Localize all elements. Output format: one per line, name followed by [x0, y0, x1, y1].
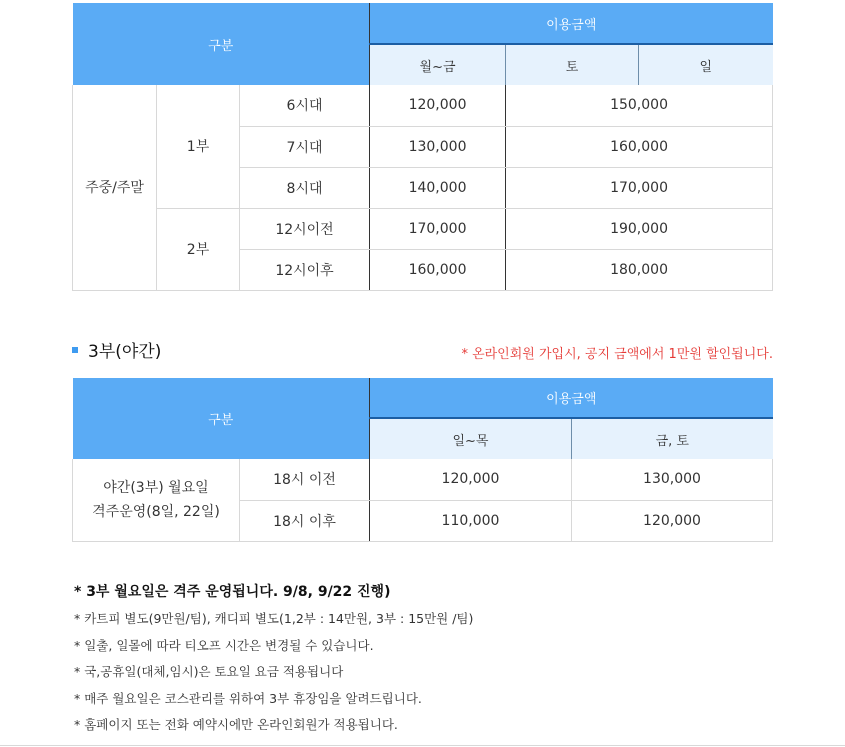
note-item: * 일출, 일몰에 따라 티오프 시간은 변경될 수 있습니다. [74, 637, 374, 653]
price-weekday: 160,000 [370, 249, 506, 290]
night-group-label-line2: 격주운영(8일, 22일) [92, 503, 220, 520]
price-weekday: 140,000 [370, 167, 506, 208]
price-weekend: 160,000 [506, 126, 773, 167]
price-weekend: 190,000 [506, 208, 773, 249]
section-title [72, 337, 161, 362]
note-item: * 매주 월요일은 코스관리를 위하여 3부 휴장임을 알려드립니다. [74, 690, 422, 706]
price-weekend: 150,000 [506, 85, 773, 126]
price-sun-thu: 110,000 [370, 500, 572, 541]
time-slot: 7시대 [240, 126, 370, 167]
note-item: * 3부 월요일은 격주 운영됩니다. 9/8, 9/22 진행) [74, 584, 391, 600]
time-slot: 18시 이전 [240, 459, 370, 500]
time-slot: 12시이전 [240, 208, 370, 249]
time-slot: 8시대 [240, 167, 370, 208]
price-weekday: 120,000 [370, 85, 506, 126]
night-group-label [73, 459, 240, 541]
pricing-table-day [72, 3, 773, 291]
price-sun-thu: 120,000 [370, 459, 572, 500]
discount-notice: * 온라인회원 가입시, 공지 금액에서 1만원 할인됩니다. [461, 347, 773, 362]
price-weekend: 170,000 [506, 167, 773, 208]
price-weekday: 130,000 [370, 126, 506, 167]
bullet-square-icon [72, 347, 78, 353]
price-weekend: 180,000 [506, 249, 773, 290]
time-slot: 18시 이후 [240, 500, 370, 541]
header-day-sun-thu: 일~목 [370, 418, 572, 459]
divider [0, 745, 845, 746]
price-weekday: 170,000 [370, 208, 506, 249]
header-category: 구분 [73, 3, 370, 85]
note-item: * 카트피 별도(9만원/팀), 캐디피 별도(1,2부 : 14만원, 3부 : 15만원 /팀) [74, 611, 474, 626]
part-label: 1부 [157, 85, 240, 208]
note-item: * 홈페이지 또는 전화 예약시에만 온라인회원가 적용됩니다. [74, 717, 398, 733]
header-day-sat: 토 [506, 44, 639, 85]
section-title-text: 3부(야간) [88, 342, 162, 362]
part-label: 2부 [157, 208, 240, 290]
header-day-fri-sat: 금, 토 [572, 418, 773, 459]
notes-list [74, 578, 473, 739]
note-item: * 국,공휴일(대체,임시)은 토요일 요금 적용됩니다 [74, 664, 344, 680]
time-slot: 12시이후 [240, 249, 370, 290]
night-group-label-line1: 야간(3부) 월요일 [103, 479, 209, 496]
header-price: 이용금액 [370, 378, 773, 418]
header-price: 이용금액 [370, 3, 773, 44]
header-category: 구분 [73, 378, 370, 459]
group-label: 주중/주말 [73, 85, 157, 290]
time-slot: 6시대 [240, 85, 370, 126]
price-fri-sat: 120,000 [572, 500, 773, 541]
header-day-sun: 일 [639, 44, 773, 85]
pricing-table-night [72, 378, 773, 542]
price-fri-sat: 130,000 [572, 459, 773, 500]
header-day-weekday: 월~금 [370, 44, 506, 85]
